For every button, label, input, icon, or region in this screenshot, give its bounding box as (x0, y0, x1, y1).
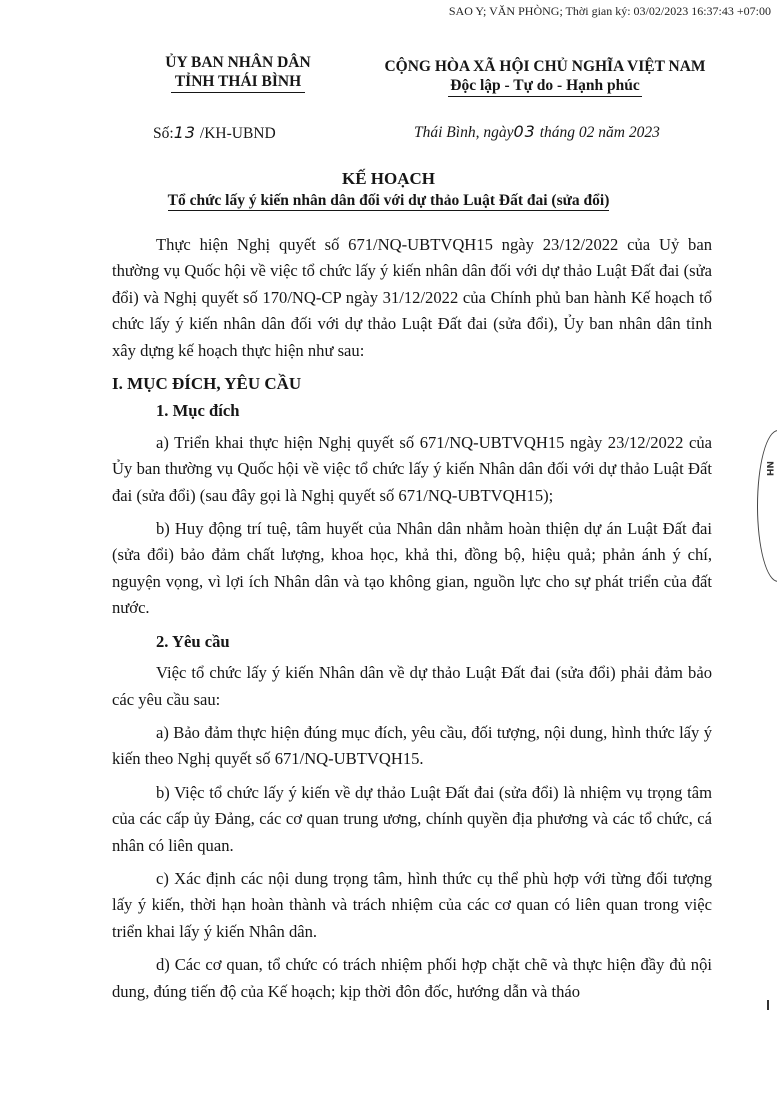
requirements-intro: Việc tổ chức lấy ý kiến Nhân dân về dự thảo Luật Đất đai (sửa đổi) phải đảm bảo các yêu cầu sau: (112, 663, 712, 709)
place-and-date (414, 122, 660, 142)
requirement-item-d: d) Các cơ quan, tổ chức có trách nhiệm phối hợp chặt chẽ và thực hiện đầy đủ nội dung, đúng tiến độ của Kế hoạch; kịp thời đôn đốc, hướng dẫn và tháo (112, 955, 712, 1001)
subsection-heading-requirements: 2. Yêu cầu (156, 631, 230, 651)
requirement-item-b: b) Việc tổ chức lấy ý kiến về dự thảo Luật Đất đai (sửa đổi) là nhiệm vụ trọng tâm của các cấp ủy Đảng, các cơ quan trung ương, chính quyền địa phương và các tổ chức, cá nhân có liên quan. (112, 782, 712, 855)
issuing-authority (138, 53, 338, 93)
motto-line: Độc lập - Tự do - Hạnh phúc (448, 76, 641, 97)
document-subtitle-text: Tổ chức lấy ý kiến nhân dân đối với dự thảo Luật Đất đai (sửa đổi) (167, 192, 610, 209)
digital-signature-line: SAO Y; VĂN PHÒNG; Thời gian ký: 03/02/2023 16:37:43 +07:00 (448, 4, 771, 18)
country-name: CỘNG HÒA XÃ HỘI CHỦ NGHĨA VIỆT NAM (384, 58, 706, 75)
partial-seal-stamp (757, 430, 777, 582)
date-day-handwritten: 03 (513, 122, 536, 141)
purpose-item-b: b) Huy động trí tuệ, tâm huyết của Nhân dân nhằm hoàn thiện dự án Luật Đất đai (sửa đổi) bảo đảm chất lượng, khoa học, khả thi, đồng bộ, hiệu quả; phản ánh ý chí, nguyện vọng, vì lợi ích Nhân dân và tạo không gian, nguồn lực cho sự phát triển của đất nước. (112, 519, 712, 618)
document-number (153, 123, 276, 143)
requirement-item-a: a) Bảo đảm thực hiện đúng mục đích, yêu cầu, đối tượng, nội dung, hình thức lấy ý kiến theo Nghị quyết số 671/NQ-UBTVQH15. (112, 722, 712, 769)
requirement-item-c: c) Xác định các nội dung trọng tâm, hình thức cụ thể phù hợp với từng đối tượng lấy ý kiến, thời hạn hoàn thành và trách nhiệm của các cơ quan có liên quan trong việc triển khai lấy ý kiến Nhân dân. (112, 868, 712, 941)
document-number-prefix: Số: (153, 125, 174, 142)
place-date-prefix: Thái Bình, ngày (414, 124, 514, 141)
section-heading-1: I. MỤC ĐÍCH, YÊU CẦU (112, 374, 302, 394)
intro-paragraph: Thực hiện Nghị quyết số 671/NQ-UBTVQH15 ngày 23/12/2022 của Uỷ ban thường vụ Quốc hội về việc tổ chức lấy ý kiến nhân dân đối với dự thảo Luật Đất đai (sửa đổi) và Nghị quyết số 170/NQ-CP ngày 31/12/2022 của Chính phủ ban hành Kế hoạch tổ chức lấy ý kiến nhân dân đối với dự thảo Luật Đất đai (sửa đổi), Ủy ban nhân dân tỉnh xây dựng kế hoạch thực hiện như sau: (112, 235, 712, 360)
place-date-suffix: tháng 02 năm 2023 (539, 124, 660, 141)
document-number-suffix: /KH-UBND (199, 125, 276, 142)
document-title: KẾ HOẠCH (341, 169, 436, 188)
authority-name-line2: TỈNH THÁI BÌNH (171, 72, 305, 93)
subsection-heading-purpose: 1. Mục đích (156, 401, 240, 421)
document-number-handwritten: 13 (173, 123, 197, 142)
document-body (112, 232, 712, 1012)
authority-name-line1: ỦY BAN NHÂN DÂN (165, 54, 311, 71)
document-subtitle (0, 192, 777, 210)
national-motto (355, 57, 735, 97)
margin-mark (767, 1000, 769, 1010)
seal-text: NH (764, 461, 774, 477)
purpose-item-a: a) Triển khai thực hiện Nghị quyết số 671/NQ-UBTVQH15 ngày 23/12/2022 của Ủy ban thường vụ Quốc hội về việc tổ chức lấy ý kiến Nhân dân đối với dự thảo Luật Đất đai (sửa đổi) (sau đây gọi là Nghị quyết số 671/NQ-UBTVQH15); (112, 432, 712, 505)
